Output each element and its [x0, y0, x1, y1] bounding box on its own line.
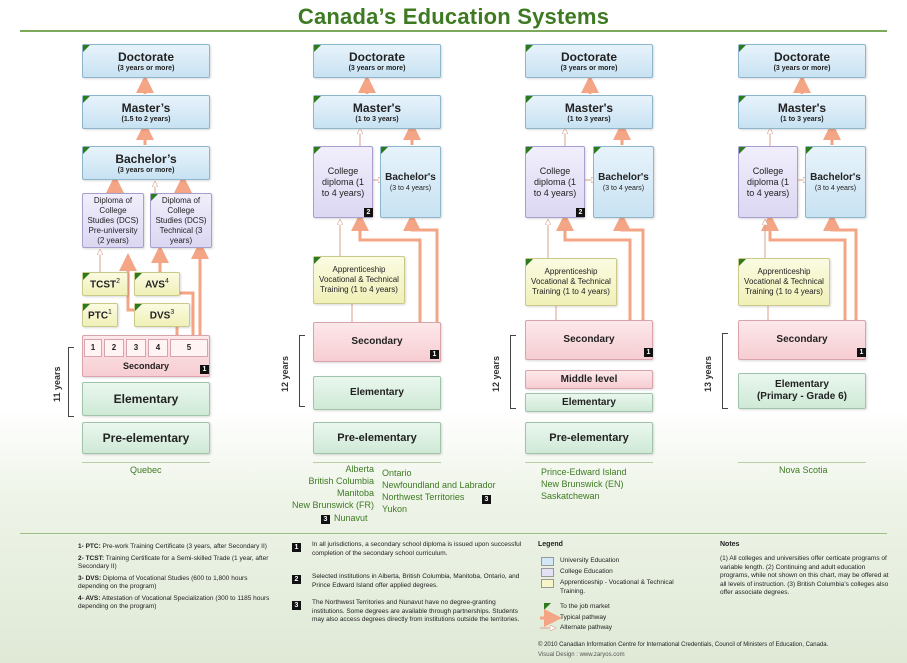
b-nunavut-note-badge: 3: [321, 515, 330, 524]
quebec-grade-1: 1: [84, 339, 102, 357]
b-secondary-note-badge: 1: [430, 350, 439, 359]
b-apprenticeship-box: Apprenticeship Vocational & Technical Training (1 to 4 years): [313, 256, 405, 304]
province-new-brunswick-fr: New Brunswick (FR): [291, 500, 374, 510]
c-secondary-box: Secondary: [525, 320, 653, 360]
c-elementary-box: Elementary: [525, 393, 653, 412]
d-secondary-note-badge: 1: [857, 348, 866, 357]
quebec-tcst-box: TCST$^2$: [82, 272, 128, 296]
b-preelementary-box: Pre-elementary: [313, 422, 441, 454]
quebec-region-label: Quebec: [130, 465, 162, 475]
b-nwt-note-badge: 3: [482, 495, 491, 504]
d-bachelors-box: Bachelor's (3 to 4 years): [805, 146, 866, 218]
province-british-columbia: British Columbia: [308, 476, 374, 486]
b-elementary-box: Elementary: [313, 376, 441, 410]
province-manitoba: Manitoba: [336, 488, 374, 498]
footnote-1: In all jurisdictions, a secondary school diploma is issued upon successful completion of the secondary school curriculum.: [312, 541, 522, 557]
c-middle-level-box: Middle level: [525, 370, 653, 389]
legend-title: Legend: [538, 541, 563, 548]
province-nunavut: Nunavut: [334, 513, 368, 523]
page-title: Canada’s Education Systems: [297, 4, 610, 29]
d-years-label: 13 years: [703, 355, 713, 392]
design-credit: Visual Design : www.zaryos.com: [538, 652, 625, 658]
quebec-masters-box: Master’s (1.5 to 2 years): [82, 95, 210, 129]
c-doctorate-box: Doctorate (3 years or more): [525, 44, 653, 78]
abbr-avs: 4- AVS: Attestation of Vocational Specialization (300 to 1185 hours depending on the program): [78, 594, 270, 610]
quebec-bachelors-box: Bachelor’s (3 years or more): [82, 146, 210, 180]
legend-apprenticeship: Apprenticeship - Vocational & Technical Training.: [560, 579, 674, 595]
d-college-diploma-box: College diploma (1 to 4 years): [738, 146, 798, 218]
province-new-brunswick-en: New Brunswick (EN): [541, 479, 624, 489]
b-masters-box: Master's (1 to 3 years): [313, 95, 441, 129]
d-secondary-box: Secondary: [738, 320, 866, 360]
province-ontario: Ontario: [382, 468, 412, 478]
b-doctorate-box: Doctorate (3 years or more): [313, 44, 441, 78]
b-college-diploma-box: College diploma (1 to 4 years): [313, 146, 373, 218]
legend-typical-pathway: Typical pathway: [560, 614, 607, 621]
quebec-grade-2: 2: [104, 339, 124, 357]
footnote-3-badge: 3: [292, 601, 301, 610]
quebec-grade-3: 3: [126, 339, 146, 357]
footnote-2: Selected institutions in Alberta, British Columbia, Manitoba, Ontario, and Prince Edward Island offer applied degrees.: [312, 573, 520, 589]
quebec-elementary-box: Elementary: [82, 382, 210, 416]
abbr-ptc: 1- PTC: Pre-work Training Certificate (3 years, after Secondary II): [78, 543, 267, 550]
c-secondary-note-badge: 1: [644, 348, 653, 357]
b-years-label: 12 years: [280, 355, 290, 392]
c-bachelors-box: Bachelor's (3 to 4 years): [593, 146, 654, 218]
b-secondary-box: Secondary: [313, 322, 441, 362]
d-elementary-box: Elementary (Primary - Grade 6): [738, 373, 866, 409]
c-masters-box: Master's (1 to 3 years): [525, 95, 653, 129]
legend-university: University Education: [560, 557, 620, 564]
legend-alternate-pathway: Alternate pathway: [560, 624, 613, 631]
quebec-dcs-technical-box: Diploma of College Studies (DCS) Technical (3 years): [150, 193, 212, 248]
quebec-dcs-preuniversity-box: Diploma of College Studies (DCS) Pre-university (2 years): [82, 193, 144, 248]
c-college-diploma-box: College diploma (1 to 4 years): [525, 146, 585, 218]
quebec-dvs-box: DVS$^3$: [134, 303, 190, 327]
quebec-grade-5: 5: [170, 339, 208, 357]
province-alberta: Alberta: [345, 464, 374, 474]
quebec-secondary-note-badge: 1: [200, 365, 209, 374]
quebec-ptc-box: PTC$^1$: [82, 303, 118, 327]
d-region-label: Nova Scotia: [779, 465, 828, 475]
notes-title: Notes: [720, 541, 740, 548]
quebec-grade-4: 4: [148, 339, 168, 357]
c-years-label: 12 years: [491, 355, 501, 392]
quebec-doctorate-box: Doctorate (3 years or more): [82, 44, 210, 78]
d-doctorate-box: Doctorate (3 years or more): [738, 44, 866, 78]
abbr-dvs: 3- DVS: Diploma of Vocational Studies (600 to 1,800 hours depending on the program): [78, 574, 248, 590]
province-pei: Prince-Edward Island: [541, 467, 627, 477]
c-apprenticeship-box: Apprenticeship Vocational & Technical Training (1 to 4 years): [525, 258, 617, 306]
abbr-tcst: 2- TCST: Training Certificate for a Semi-skilled Trade (1 year, after Secondary II): [78, 554, 269, 570]
province-saskatchewan: Saskatchewan: [541, 491, 600, 501]
notes-text: (1) All colleges and universities offer certicate programs of variable length. (2) Continuing and adult education programs, while not shown on this chart, may be offered at all levels of instruction. (3) British Columbia’s colleges also offer associate degrees.: [720, 555, 889, 596]
c-preelementary-box: Pre-elementary: [525, 422, 653, 454]
footnote-2-badge: 2: [292, 575, 301, 584]
footnote-1-badge: 1: [292, 543, 301, 552]
d-masters-box: Master's (1 to 3 years): [738, 95, 866, 129]
quebec-secondary-box: Secondary: [82, 335, 210, 377]
quebec-avs-box: AVS$^4$: [134, 272, 180, 296]
legend-college: College Education: [560, 568, 613, 575]
province-northwest-territories: Northwest Territories: [382, 492, 465, 502]
quebec-preelementary-box: Pre-elementary: [82, 422, 210, 454]
province-newfoundland: Newfoundland and Labrador: [382, 480, 496, 490]
quebec-years-label: 11 years: [52, 366, 62, 402]
copyright: © 2010 Canadian Information Centre for International Credentials, Council of Ministers of Education, Canada.: [538, 642, 829, 648]
legend-job-market: To the job market: [560, 603, 610, 610]
d-apprenticeship-box: Apprenticeship Vocational & Technical Training (1 to 4 years): [738, 258, 830, 306]
footnote-3: The Northwest Territories and Nunavut have no degree-granting institutions. Some degrees are available through partnerships. Students may also access degrees directly from institutions outside the territories.: [312, 599, 520, 623]
b-bachelors-box: Bachelor's (3 to 4 years): [380, 146, 441, 218]
c-college-note-badge: 2: [576, 208, 585, 217]
b-college-note-badge: 2: [364, 208, 373, 217]
province-yukon: Yukon: [382, 504, 408, 514]
